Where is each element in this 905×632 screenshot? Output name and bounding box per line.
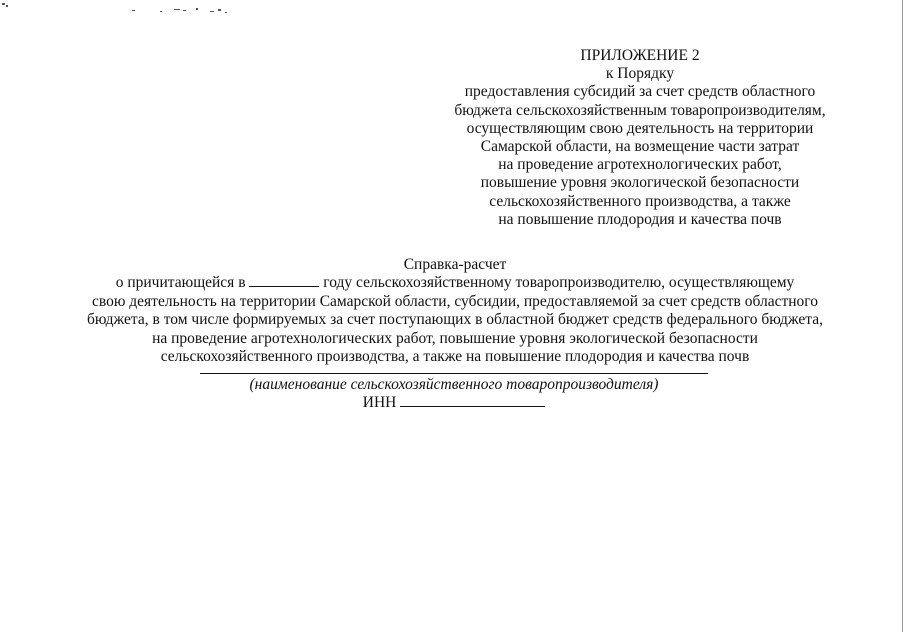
certificate-line xyxy=(50,274,860,292)
scan-edge-line xyxy=(902,0,903,632)
producer-name-field[interactable] xyxy=(200,373,708,374)
certificate-line: сельскохозяйственного производства, а также на повышение плодородия и качества почв xyxy=(160,348,750,366)
appendix-line: на повышение плодородия и качества почв xyxy=(498,210,782,228)
certificate-block xyxy=(50,256,860,366)
appendix-line: на проведение агротехнологических работ, xyxy=(498,156,782,174)
certificate-line: на проведение агротехнологических работ, повышение уровня экологической безопасности xyxy=(152,329,758,347)
appendix-line: предоставления субсидий за счет средств областного xyxy=(464,83,816,101)
inn-label: ИНН xyxy=(362,394,397,411)
appendix-line: Самарской области, на возмещение части затрат xyxy=(480,138,800,156)
appendix-line: бюджета сельскохозяйственным товаропроизводителям, xyxy=(454,101,826,119)
certificate-line: бюджета, в том числе формируемых за счет поступающих в областной бюджет средств федерального бюджета, xyxy=(86,311,824,329)
scan-artifact-marks xyxy=(0,0,260,20)
appendix-line: повышение уровня экологической безопасности xyxy=(480,174,800,192)
certificate-line: свою деятельность на территории Самарской области, субсидии, предоставляемой за счет средств областного xyxy=(91,292,819,310)
producer-name-caption: (наименование сельскохозяйственного товаропроизводителя) xyxy=(249,376,659,393)
certificate-line-start: о причитающейся в xyxy=(115,274,246,292)
inn-row xyxy=(200,394,708,412)
certificate-line-end: году сельскохозяйственному товаропроизводителю, осуществляющему xyxy=(323,274,795,292)
appendix-title: ПРИЛОЖЕНИЕ 2 xyxy=(580,47,700,64)
year-blank-field[interactable] xyxy=(249,274,319,287)
inn-blank-field[interactable] xyxy=(400,394,545,407)
appendix-line: осуществляющим свою деятельность на территории xyxy=(466,119,814,137)
appendix-block xyxy=(430,47,850,229)
appendix-line: сельскохозяйственного производства, а также xyxy=(489,192,791,210)
appendix-line: к Порядку xyxy=(605,65,675,83)
certificate-title: Справка-расчет xyxy=(403,256,507,273)
